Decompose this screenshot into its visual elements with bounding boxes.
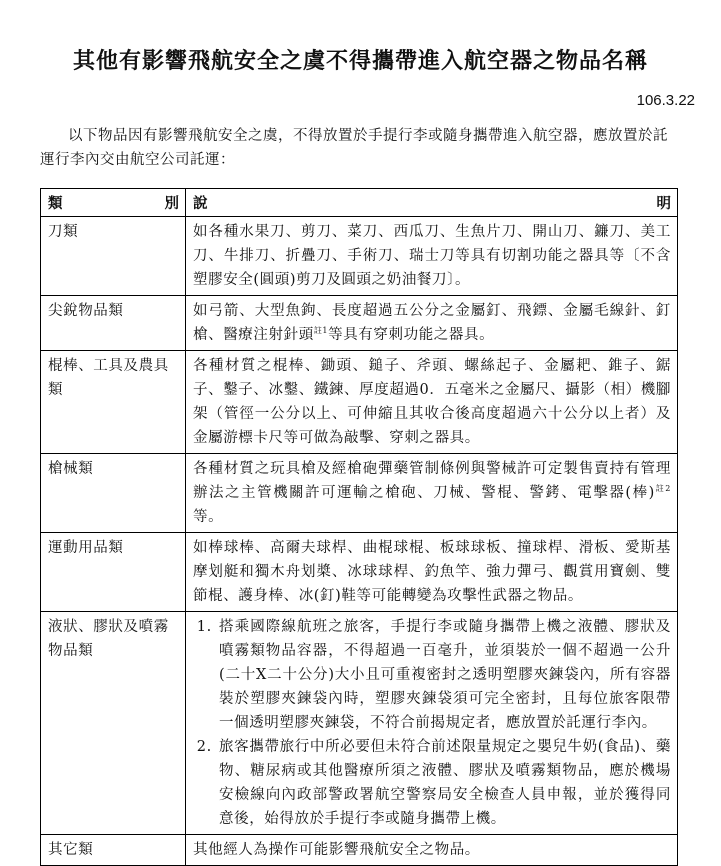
description-text: 各種材質之玩具槍及經槍砲彈藥管制條例與警械許可定製售賣持有管理辦法之主管機關許可運輸之槍砲、刀械、警棍、警銬、電擊器(棒) xyxy=(193,461,671,501)
description-header-char-2: 明 xyxy=(656,195,671,212)
category-header-char-2: 別 xyxy=(164,195,179,212)
footnote-marker: 註1 xyxy=(313,326,329,336)
description-cell: 如各種水果刀、剪刀、菜刀、西瓜刀、生魚片刀、開山刀、鐮刀、美工刀、牛排刀、折疊刀、手術刀、瑞士刀等具有切割功能之器具等〔不含塑膠安全(圓頭)剪刀及圓頭之奶油餐刀〕。 xyxy=(186,217,678,296)
rule-list xyxy=(193,615,671,831)
description-header xyxy=(186,189,678,217)
category-cell: 其它類 xyxy=(41,835,186,866)
description-cell: 如棒球棒、高爾夫球桿、曲棍球棍、板球球板、撞球桿、滑板、愛斯基摩划艇和獨木舟划槳、冰球球桿、釣魚竿、強力彈弓、觀賞用寶劍、雙節棍、護身棒、冰(釘)鞋等可能轉變為攻擊性武器之物品。 xyxy=(186,533,678,612)
description-text: 如弓箭、大型魚鉤、長度超過五公分之金屬釘、飛鏢、金屬毛線針、釘槍、醫療注射針頭 xyxy=(193,303,671,343)
table-row xyxy=(41,612,678,835)
footnote-marker: 註2 xyxy=(654,484,671,494)
table-header-row xyxy=(41,189,678,217)
category-cell: 液狀、膠狀及噴霧物品類 xyxy=(41,612,186,835)
intro-text: 以下物品因有影響飛航安全之虞，不得放置於手提行李或隨身攜帶進入航空器，應放置於託運行李內交由航空公司託運： xyxy=(40,128,668,168)
description-text-end: 等具有穿刺功能之器具。 xyxy=(328,327,495,343)
category-cell: 棍棒、工具及農具類 xyxy=(41,351,186,454)
category-cell: 刀類 xyxy=(41,217,186,296)
description-cell xyxy=(186,296,678,351)
category-cell: 槍械類 xyxy=(41,454,186,533)
table-row xyxy=(41,296,678,351)
document-date: 106.3.22 xyxy=(636,92,695,109)
description-cell xyxy=(186,612,678,835)
category-cell: 尖銳物品類 xyxy=(41,296,186,351)
description-cell: 各種材質之棍棒、鋤頭、鎚子、斧頭、螺絲起子、金屬耙、錐子、鋸子、鑿子、冰鑿、鐵鍊、厚度超過0．五毫米之金屬尺、攝影（相）機腳架（管徑一公分以上、可伸縮且其收合後高度超過六十公分以上者）及金屬游標卡尺等可做為敲擊、穿刺之器具。 xyxy=(186,351,678,454)
description-cell: 其他經人為操作可能影響飛航安全之物品。 xyxy=(186,835,678,866)
description-cell xyxy=(186,454,678,533)
list-item: 2. 旅客攜帶旅行中所必要但未符合前述限量規定之嬰兒牛奶(食品)、藥物、糖尿病或其他醫療所須之液體、膠狀及噴霧類物品，應於機場安檢線向內政部警政署航空警察局安全檢查人員申報，並於獲得同意後，始得放於手提行李或隨身攜帶上機。 xyxy=(217,735,671,831)
table-row xyxy=(41,454,678,533)
table-row xyxy=(41,351,678,454)
page-title: 其他有影響飛航安全之虞不得攜帶進入航空器之物品名稱 xyxy=(72,49,648,74)
table-row xyxy=(41,533,678,612)
table-row xyxy=(41,217,678,296)
category-cell: 運動用品類 xyxy=(41,533,186,612)
category-header xyxy=(41,189,186,217)
list-item: 1. 搭乘國際線航班之旅客，手提行李或隨身攜帶上機之液體、膠狀及噴霧類物品容器，不得超過一百毫升，並須裝於一個不超過一公升(二十X二十公分)大小且可重複密封之透明塑膠夾鍊袋內，所有容器裝於塑膠夾鍊袋內時，塑膠夾鍊袋須可完全密封，且每位旅客限帶一個透明塑膠夾鍊袋，不符合前揭規定者，應放置於託運行李內。 xyxy=(217,615,671,735)
item-table xyxy=(40,188,678,866)
intro-paragraph xyxy=(40,124,680,172)
category-header-char-1: 類 xyxy=(48,195,63,212)
description-text-end: 等。 xyxy=(193,509,224,525)
table-row xyxy=(41,835,678,866)
description-header-char-1: 說 xyxy=(193,195,208,212)
